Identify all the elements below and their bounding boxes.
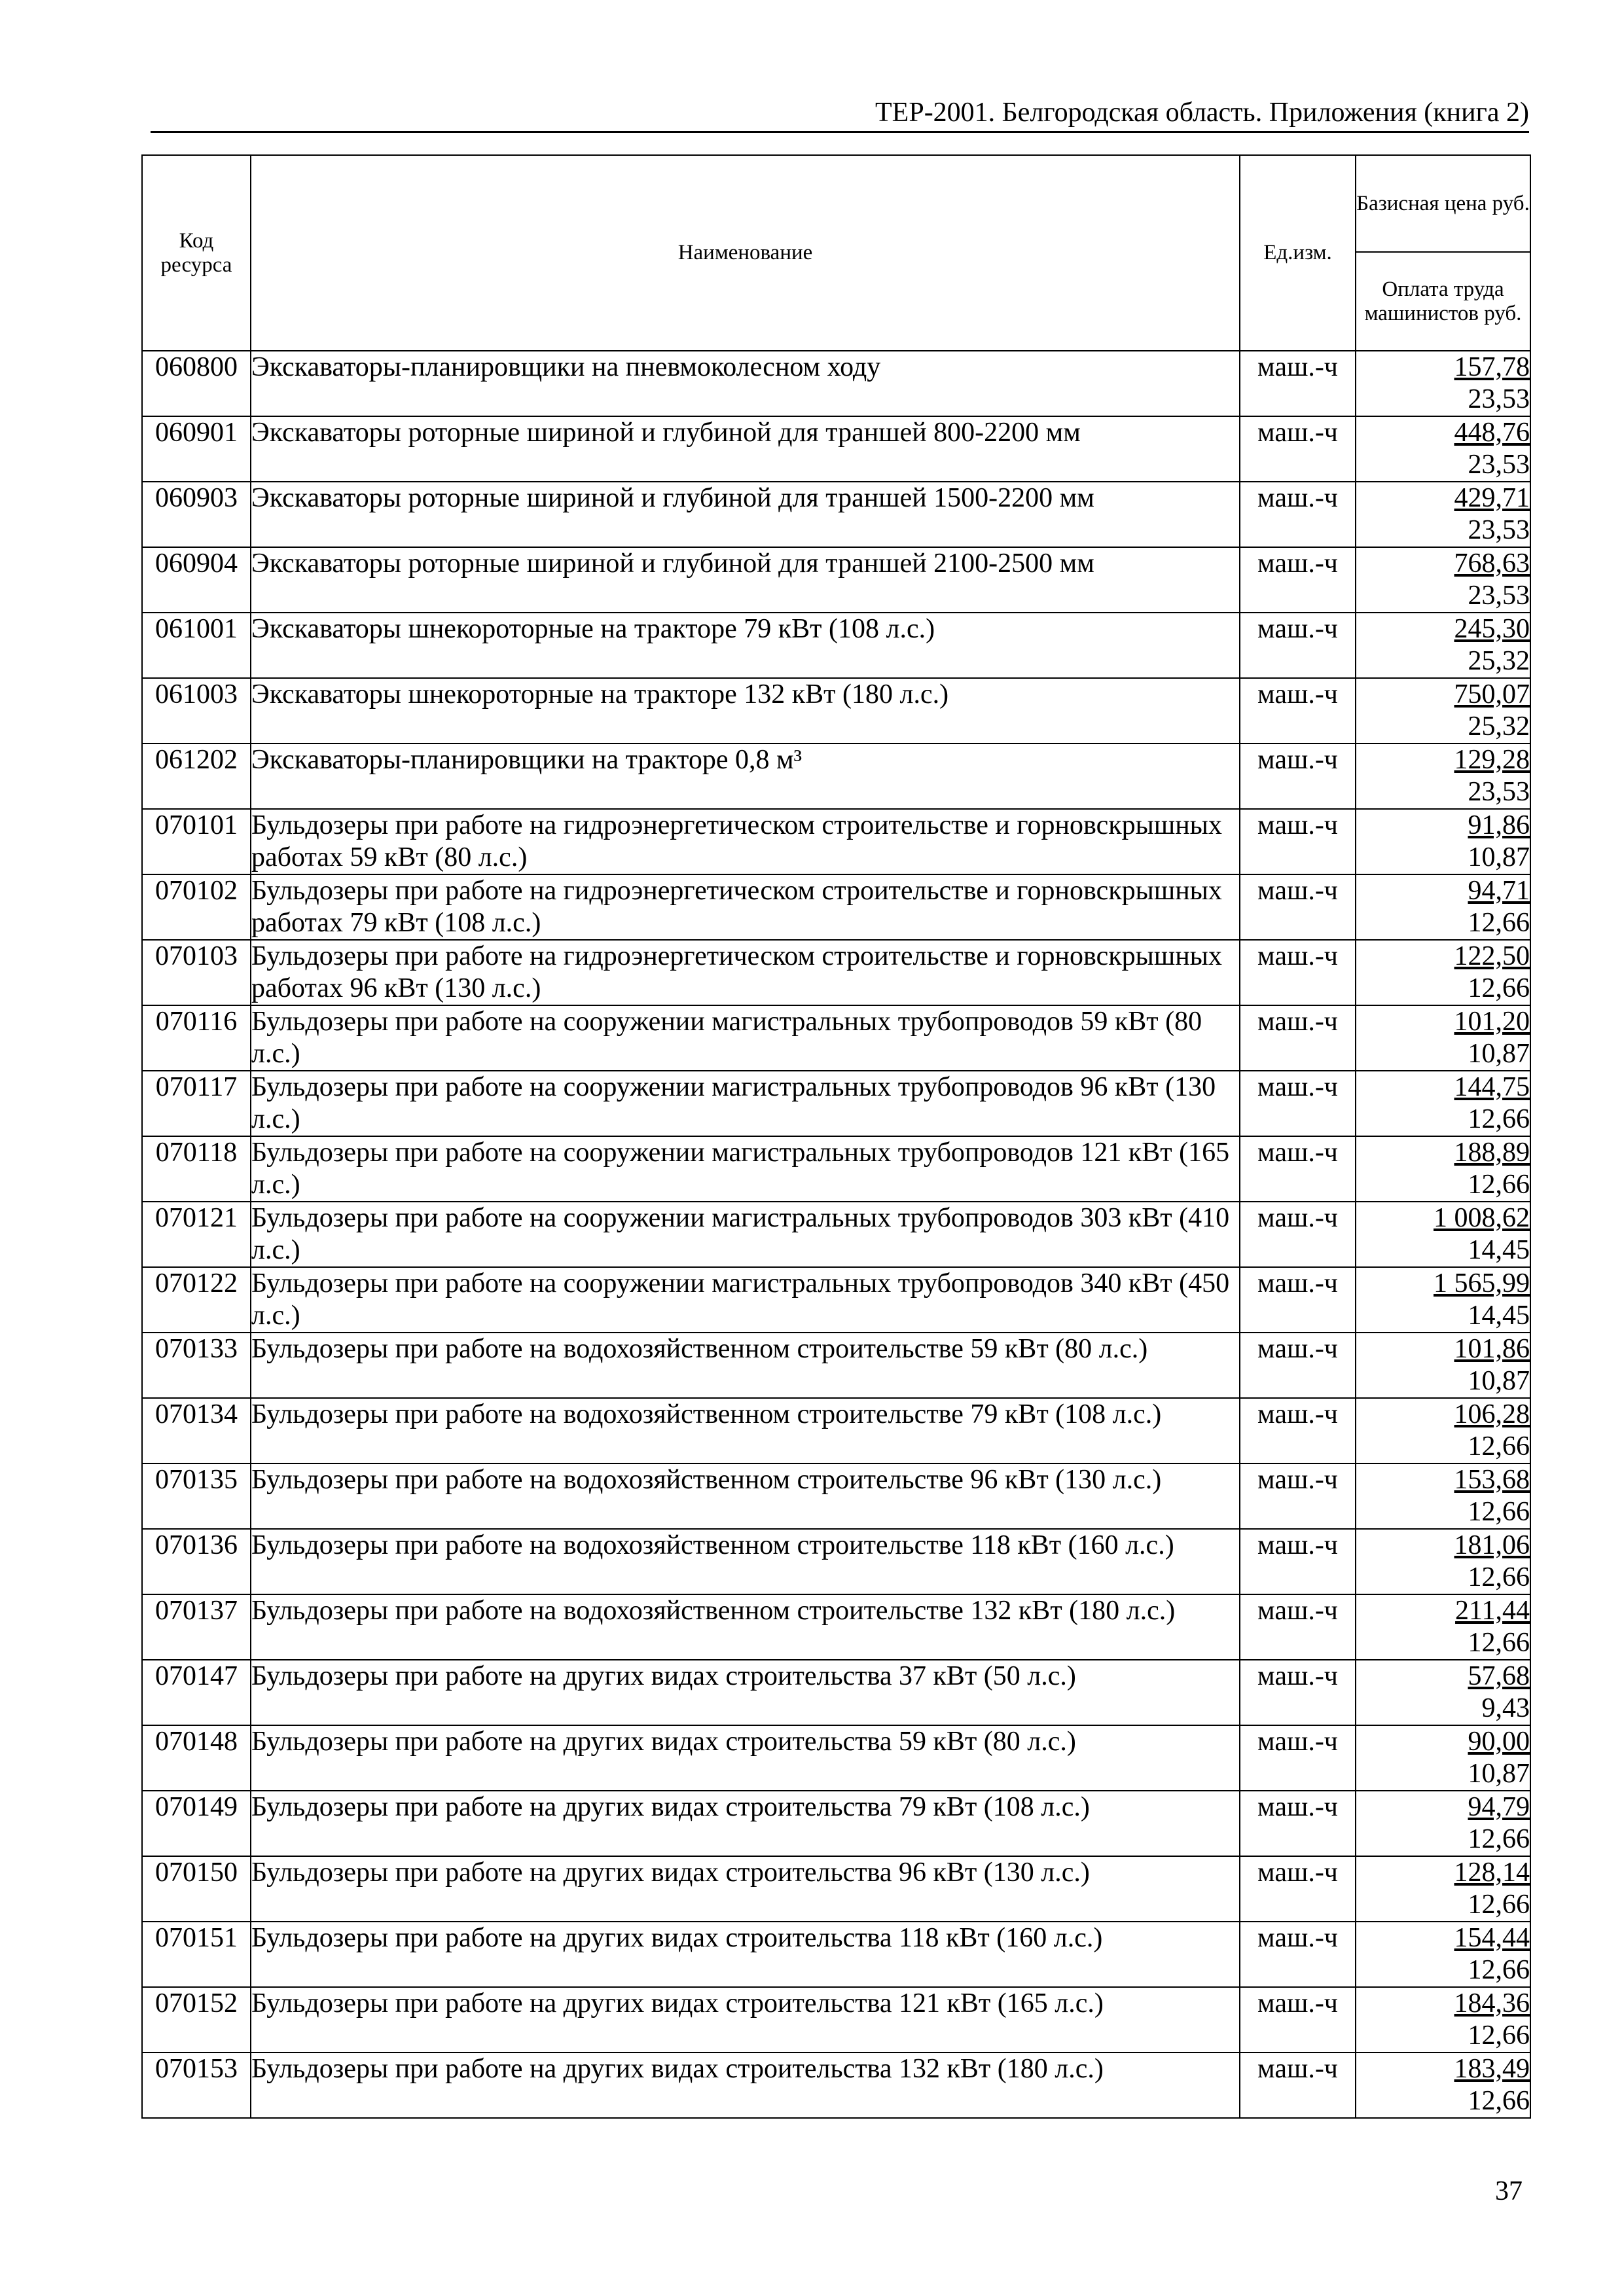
resource-name: Бульдозеры при работе на гидроэнергетическом строительстве и горновскрышных работах 79 кВт (108 л.с.) <box>251 874 1240 940</box>
page-number: 37 <box>1495 2176 1523 2206</box>
resource-name: Экскаваторы шнекороторные на тракторе 132 кВт (180 л.с.) <box>251 678 1240 744</box>
table-row <box>142 1529 1530 1594</box>
resource-unit: маш.-ч <box>1240 1987 1356 2053</box>
table-row <box>142 1660 1530 1725</box>
base-price: 91,86 <box>1468 810 1530 840</box>
resource-unit: маш.-ч <box>1240 1725 1356 1791</box>
table-row <box>142 940 1530 1005</box>
col-header-name: Наименование <box>251 155 1240 351</box>
operator-pay: 12,66 <box>1468 1104 1530 1134</box>
resource-unit: маш.-ч <box>1240 1660 1356 1725</box>
operator-pay: 25,32 <box>1468 711 1530 742</box>
base-price: 429,71 <box>1454 483 1530 513</box>
resource-name: Бульдозеры при работе на других видах строительства 59 кВт (80 л.с.) <box>251 1725 1240 1791</box>
base-price: 184,36 <box>1454 1988 1530 2018</box>
table-row <box>142 874 1530 940</box>
resource-code: 070135 <box>142 1463 251 1529</box>
resource-unit: маш.-ч <box>1240 1594 1356 1660</box>
operator-pay: 14,45 <box>1468 1300 1530 1331</box>
table-row <box>142 1725 1530 1791</box>
resource-code: 061001 <box>142 613 251 678</box>
resource-unit: маш.-ч <box>1240 2053 1356 2118</box>
operator-pay: 10,87 <box>1468 1366 1530 1396</box>
price-cell <box>1356 613 1530 678</box>
resource-name: Бульдозеры при работе на других видах строительства 96 кВт (130 л.с.) <box>251 1856 1240 1922</box>
base-price: 211,44 <box>1455 1596 1530 1626</box>
price-cell <box>1356 809 1530 874</box>
resource-unit: маш.-ч <box>1240 482 1356 547</box>
resource-unit: маш.-ч <box>1240 1005 1356 1071</box>
price-cell <box>1356 1660 1530 1725</box>
resource-code: 070118 <box>142 1136 251 1202</box>
price-cell <box>1356 2053 1530 2118</box>
resource-name: Бульдозеры при работе на других видах строительства 132 кВт (180 л.с.) <box>251 2053 1240 2118</box>
table-row <box>142 351 1530 416</box>
resource-name: Бульдозеры при работе на гидроэнергетическом строительстве и горновскрышных работах 59 кВт (80 л.с.) <box>251 809 1240 874</box>
table-row <box>142 482 1530 547</box>
price-cell <box>1356 1333 1530 1398</box>
resource-code: 070137 <box>142 1594 251 1660</box>
operator-pay: 23,53 <box>1468 384 1530 414</box>
table-row <box>142 547 1530 613</box>
price-cell <box>1356 940 1530 1005</box>
base-price: 188,89 <box>1454 1138 1530 1168</box>
operator-pay: 23,53 <box>1468 515 1530 545</box>
base-price: 90,00 <box>1468 1727 1530 1757</box>
resource-unit: маш.-ч <box>1240 1856 1356 1922</box>
resource-code: 070136 <box>142 1529 251 1594</box>
base-price: 1 565,99 <box>1434 1268 1530 1299</box>
resource-name: Бульдозеры при работе на других видах строительства 37 кВт (50 л.с.) <box>251 1660 1240 1725</box>
operator-pay: 12,66 <box>1468 908 1530 938</box>
operator-pay: 12,66 <box>1468 973 1530 1003</box>
price-cell <box>1356 1594 1530 1660</box>
resource-code: 070102 <box>142 874 251 940</box>
price-cell <box>1356 1267 1530 1333</box>
resource-code: 070117 <box>142 1071 251 1136</box>
price-cell <box>1356 1856 1530 1922</box>
resource-code: 060903 <box>142 482 251 547</box>
resource-name: Экскаваторы шнекороторные на тракторе 79 кВт (108 л.с.) <box>251 613 1240 678</box>
base-price: 183,49 <box>1454 2054 1530 2084</box>
table-row <box>142 1202 1530 1267</box>
base-price: 128,14 <box>1454 1857 1530 1888</box>
operator-pay: 12,66 <box>1468 2020 1530 2051</box>
table-row <box>142 744 1530 809</box>
operator-pay: 12,66 <box>1468 1955 1530 1985</box>
resource-name: Экскаваторы-планировщики на тракторе 0,8 м³ <box>251 744 1240 809</box>
resource-unit: маш.-ч <box>1240 1463 1356 1529</box>
resource-code: 070133 <box>142 1333 251 1398</box>
base-price: 448,76 <box>1454 418 1530 448</box>
base-price: 101,86 <box>1454 1334 1530 1364</box>
resource-code: 060800 <box>142 351 251 416</box>
operator-pay: 12,66 <box>1468 1628 1530 1658</box>
base-price: 245,30 <box>1454 614 1530 644</box>
table-row <box>142 1463 1530 1529</box>
base-price: 57,68 <box>1468 1661 1530 1691</box>
resource-unit: маш.-ч <box>1240 874 1356 940</box>
resource-name: Бульдозеры при работе на других видах строительства 79 кВт (108 л.с.) <box>251 1791 1240 1856</box>
price-cell <box>1356 1136 1530 1202</box>
resource-unit: маш.-ч <box>1240 613 1356 678</box>
resource-table <box>141 154 1531 2119</box>
base-price: 106,28 <box>1454 1399 1530 1429</box>
resource-code: 061202 <box>142 744 251 809</box>
resource-name: Бульдозеры при работе на водохозяйственном строительстве 96 кВт (130 л.с.) <box>251 1463 1240 1529</box>
base-price: 768,63 <box>1454 548 1530 579</box>
resource-code: 070148 <box>142 1725 251 1791</box>
table-row <box>142 416 1530 482</box>
base-price: 750,07 <box>1454 679 1530 709</box>
price-cell <box>1356 1725 1530 1791</box>
operator-pay: 23,53 <box>1468 581 1530 611</box>
table-body <box>142 351 1530 2118</box>
price-cell <box>1356 547 1530 613</box>
resource-unit: маш.-ч <box>1240 1398 1356 1463</box>
resource-name: Экскаваторы-планировщики на пневмоколесном ходу <box>251 351 1240 416</box>
price-cell <box>1356 678 1530 744</box>
price-cell <box>1356 1529 1530 1594</box>
price-cell <box>1356 1987 1530 2053</box>
operator-pay: 9,43 <box>1481 1693 1530 1723</box>
base-price: 122,50 <box>1454 941 1530 971</box>
resource-code: 070151 <box>142 1922 251 1987</box>
operator-pay: 10,87 <box>1468 1759 1530 1789</box>
resource-unit: маш.-ч <box>1240 547 1356 613</box>
operator-pay: 12,66 <box>1468 1431 1530 1462</box>
price-cell <box>1356 1005 1530 1071</box>
resource-unit: маш.-ч <box>1240 1267 1356 1333</box>
resource-code: 070101 <box>142 809 251 874</box>
table-row <box>142 1071 1530 1136</box>
col-header-operator-pay: Оплата труда машинистов руб. <box>1356 252 1530 351</box>
base-price: 153,68 <box>1454 1465 1530 1495</box>
table-row <box>142 809 1530 874</box>
resource-name: Бульдозеры при работе на гидроэнергетическом строительстве и горновскрышных работах 96 кВт (130 л.с.) <box>251 940 1240 1005</box>
resource-unit: маш.-ч <box>1240 1136 1356 1202</box>
resource-code: 070147 <box>142 1660 251 1725</box>
table-row <box>142 1987 1530 2053</box>
col-header-unit: Ед.изм. <box>1240 155 1356 351</box>
operator-pay: 25,32 <box>1468 646 1530 676</box>
resource-name: Бульдозеры при работе на водохозяйственном строительстве 118 кВт (160 л.с.) <box>251 1529 1240 1594</box>
base-price: 129,28 <box>1454 745 1530 775</box>
operator-pay: 12,66 <box>1468 2086 1530 2116</box>
price-cell <box>1356 1202 1530 1267</box>
resource-code: 060904 <box>142 547 251 613</box>
resource-name: Бульдозеры при работе на водохозяйственном строительстве 79 кВт (108 л.с.) <box>251 1398 1240 1463</box>
resource-name: Бульдозеры при работе на сооружении магистральных трубопроводов 303 кВт (410 л.с.) <box>251 1202 1240 1267</box>
table-row <box>142 1594 1530 1660</box>
operator-pay: 14,45 <box>1468 1235 1530 1265</box>
price-cell <box>1356 1398 1530 1463</box>
operator-pay: 23,53 <box>1468 777 1530 807</box>
resource-code: 070150 <box>142 1856 251 1922</box>
price-cell <box>1356 1463 1530 1529</box>
resource-name: Бульдозеры при работе на водохозяйственном строительстве 132 кВт (180 л.с.) <box>251 1594 1240 1660</box>
resource-name: Бульдозеры при работе на других видах строительства 118 кВт (160 л.с.) <box>251 1922 1240 1987</box>
header-rule <box>151 131 1529 133</box>
base-price: 144,75 <box>1454 1072 1530 1102</box>
resource-name: Экскаваторы роторные шириной и глубиной для траншей 800-2200 мм <box>251 416 1240 482</box>
resource-unit: маш.-ч <box>1240 809 1356 874</box>
resource-unit: маш.-ч <box>1240 1922 1356 1987</box>
price-cell <box>1356 1922 1530 1987</box>
resource-code: 061003 <box>142 678 251 744</box>
table-row <box>142 678 1530 744</box>
resource-name: Бульдозеры при работе на других видах строительства 121 кВт (165 л.с.) <box>251 1987 1240 2053</box>
price-cell <box>1356 744 1530 809</box>
resource-code: 070153 <box>142 2053 251 2118</box>
base-price: 94,79 <box>1468 1792 1530 1822</box>
price-cell <box>1356 1791 1530 1856</box>
resource-unit: маш.-ч <box>1240 678 1356 744</box>
table-row <box>142 1136 1530 1202</box>
base-price: 157,78 <box>1454 352 1530 382</box>
price-cell <box>1356 416 1530 482</box>
resource-name: Экскаваторы роторные шириной и глубиной для траншей 2100-2500 мм <box>251 547 1240 613</box>
resource-name: Бульдозеры при работе на водохозяйственном строительстве 59 кВт (80 л.с.) <box>251 1333 1240 1398</box>
price-cell <box>1356 1071 1530 1136</box>
resource-code: 070149 <box>142 1791 251 1856</box>
resource-name: Бульдозеры при работе на сооружении магистральных трубопроводов 59 кВт (80 л.с.) <box>251 1005 1240 1071</box>
resource-unit: маш.-ч <box>1240 416 1356 482</box>
operator-pay: 12,66 <box>1468 1562 1530 1592</box>
resource-unit: маш.-ч <box>1240 1202 1356 1267</box>
resource-name: Бульдозеры при работе на сооружении магистральных трубопроводов 340 кВт (450 л.с.) <box>251 1267 1240 1333</box>
base-price: 154,44 <box>1454 1923 1530 1953</box>
operator-pay: 12,66 <box>1468 1497 1530 1527</box>
price-cell <box>1356 482 1530 547</box>
resource-name: Бульдозеры при работе на сооружении магистральных трубопроводов 121 кВт (165 л.с.) <box>251 1136 1240 1202</box>
resource-unit: маш.-ч <box>1240 1529 1356 1594</box>
operator-pay: 10,87 <box>1468 842 1530 872</box>
base-price: 101,20 <box>1454 1007 1530 1037</box>
base-price: 181,06 <box>1454 1530 1530 1560</box>
resource-code: 060901 <box>142 416 251 482</box>
table-row <box>142 1398 1530 1463</box>
operator-pay: 12,66 <box>1468 1890 1530 1920</box>
resource-code: 070103 <box>142 940 251 1005</box>
resource-unit: маш.-ч <box>1240 351 1356 416</box>
resource-unit: маш.-ч <box>1240 1333 1356 1398</box>
table-row <box>142 1791 1530 1856</box>
table-row <box>142 1922 1530 1987</box>
table-row <box>142 1005 1530 1071</box>
resource-code: 070122 <box>142 1267 251 1333</box>
price-cell <box>1356 351 1530 416</box>
resource-unit: маш.-ч <box>1240 1791 1356 1856</box>
resource-unit: маш.-ч <box>1240 940 1356 1005</box>
resource-unit: маш.-ч <box>1240 744 1356 809</box>
resource-code: 070134 <box>142 1398 251 1463</box>
operator-pay: 10,87 <box>1468 1039 1530 1069</box>
table-row <box>142 613 1530 678</box>
running-header: ТЕР-2001. Белгородская область. Приложения (книга 2) <box>875 98 1529 128</box>
resource-name: Бульдозеры при работе на сооружении магистральных трубопроводов 96 кВт (130 л.с.) <box>251 1071 1240 1136</box>
table-row <box>142 1267 1530 1333</box>
table-header <box>142 155 1530 351</box>
operator-pay: 23,53 <box>1468 450 1530 480</box>
resource-unit: маш.-ч <box>1240 1071 1356 1136</box>
price-cell <box>1356 874 1530 940</box>
resource-code: 070121 <box>142 1202 251 1267</box>
table-row <box>142 1856 1530 1922</box>
operator-pay: 12,66 <box>1468 1170 1530 1200</box>
resource-code: 070116 <box>142 1005 251 1071</box>
table-row <box>142 2053 1530 2118</box>
col-header-base-price: Базисная цена руб. <box>1356 155 1530 252</box>
resource-code: 070152 <box>142 1987 251 2053</box>
col-header-code: Код ресурса <box>142 155 251 351</box>
base-price: 94,71 <box>1468 876 1530 906</box>
table-row <box>142 1333 1530 1398</box>
base-price: 1 008,62 <box>1434 1203 1530 1233</box>
operator-pay: 12,66 <box>1468 1824 1530 1854</box>
resource-name: Экскаваторы роторные шириной и глубиной для траншей 1500-2200 мм <box>251 482 1240 547</box>
